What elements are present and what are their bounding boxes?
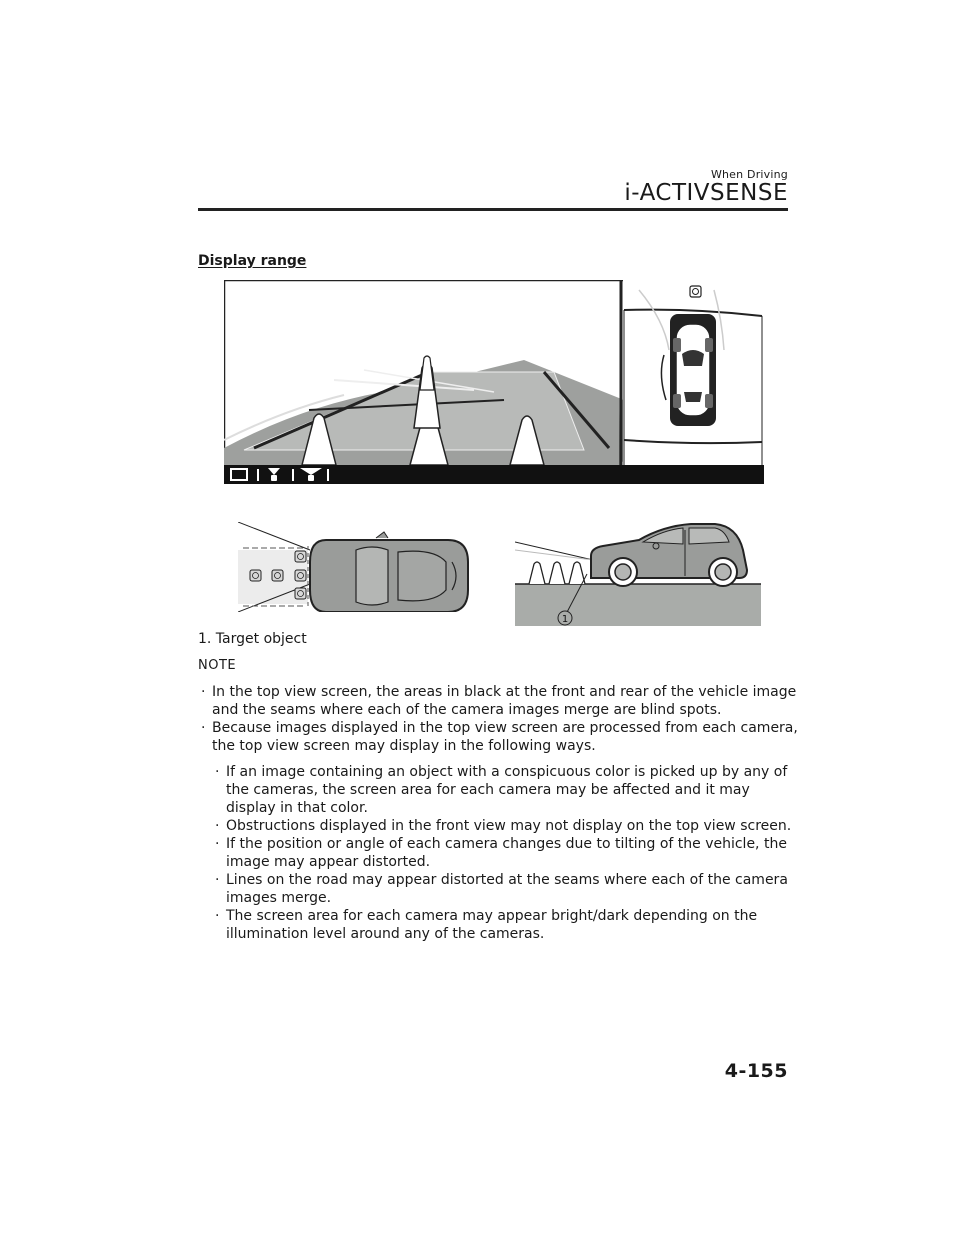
callout-number: 1 <box>561 614 569 625</box>
note-subitem: · If an image containing an object with a conspicuous color is picked up by any of the cameras, the screen area for each camera may be affected and it may display in that color. <box>215 764 788 816</box>
top-view-target-illustration <box>238 522 470 612</box>
bullet-dot: · <box>215 764 220 780</box>
note-list <box>198 683 798 943</box>
header-rule <box>198 208 788 211</box>
page-number: 4-155 <box>724 1060 788 1082</box>
bullet-dot: · <box>215 818 220 834</box>
bullet-dot: · <box>201 684 206 700</box>
note-heading: NOTE <box>198 658 237 673</box>
figure-caption: 1. Target object <box>198 631 307 647</box>
bullet-dot: · <box>215 872 220 888</box>
screen-icon-bar <box>224 465 764 484</box>
bullet-dot: · <box>215 908 220 924</box>
note-item: · In the top view screen, the areas in black at the front and rear of the vehicle image and the seams where each of the camera images merge are blind spots. <box>201 684 797 718</box>
note-item: · Because images displayed in the top view screen are processed from each camera, the top view screen may display in the following ways. <box>201 720 798 754</box>
side-view-target-illustration <box>515 522 761 626</box>
section-heading: Display range <box>198 253 307 269</box>
note-subitem: · If the position or angle of each camera changes due to tilting of the vehicle, the image may appear distorted. <box>215 836 787 870</box>
note-subitem: · Obstructions displayed in the front view may not display on the top view screen. <box>215 818 792 834</box>
header-title: i-ACTIVSENSE <box>624 180 788 206</box>
bullet-dot: · <box>215 836 220 852</box>
note-subitem: · Lines on the road may appear distorted at the seams where each of the camera images merge. <box>215 872 788 906</box>
top-view-panel <box>623 280 764 465</box>
bullet-dot: · <box>201 720 206 736</box>
camera-screen-illustration <box>224 280 764 484</box>
header-section: When Driving <box>710 168 788 181</box>
note-sublist <box>198 763 798 943</box>
note-subitem: · The screen area for each camera may appear bright/dark depending on the illumination level around any of the cameras. <box>215 908 758 942</box>
